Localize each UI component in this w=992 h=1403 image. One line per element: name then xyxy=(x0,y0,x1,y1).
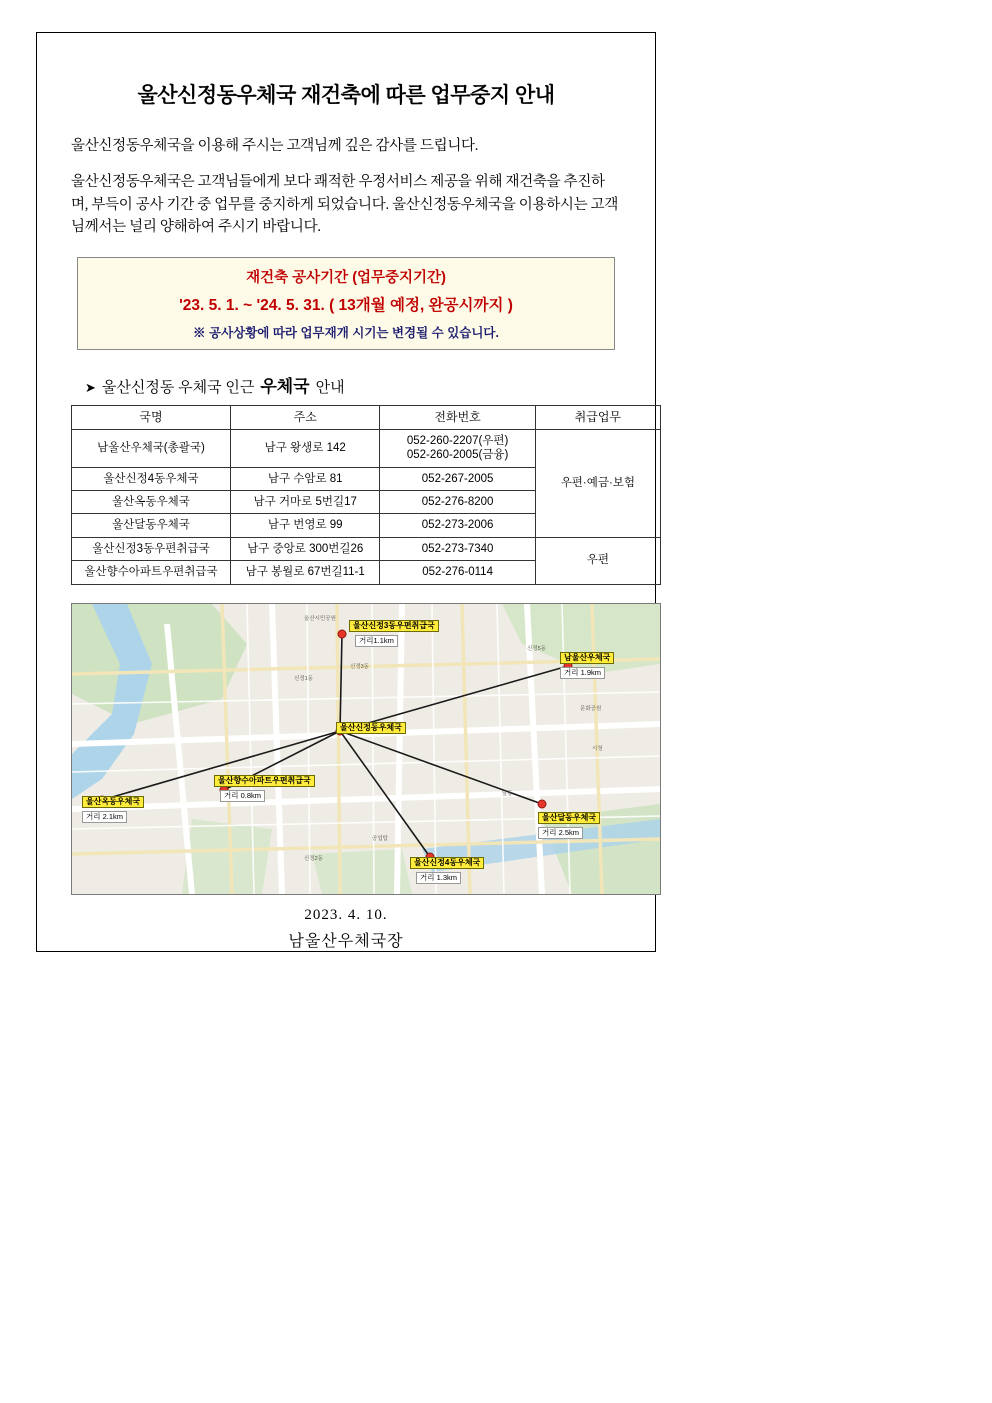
map-poi-label: 문화공원 xyxy=(580,705,602,712)
cell-office-name: 울산향수아파트우편취급국 xyxy=(72,561,231,584)
period-dates: '23. 5. 1. ~ '24. 5. 31. ( 13개월 예정, 완공시까지 ) xyxy=(179,296,513,314)
map-label-sinjeong4: 울산신정4동우체국 xyxy=(410,857,484,870)
cell-service: 우편 xyxy=(535,537,660,584)
telephone-line: 052-260-2005(금융) xyxy=(406,449,509,462)
heading-prefix: 울산신정동 우체국 인근 xyxy=(101,379,255,396)
notice-document xyxy=(36,32,656,952)
cell-telephone xyxy=(380,561,535,584)
cell-office-name: 울산신정3동우편취급국 xyxy=(72,537,231,560)
column-header-address: 주소 xyxy=(230,405,380,429)
cell-address: 남구 봉월로 67번길11-1 xyxy=(230,561,380,584)
column-header-tel: 전화번호 xyxy=(380,405,535,429)
cell-telephone xyxy=(380,491,535,514)
cell-address: 남구 중앙로 300번길26 xyxy=(230,537,380,560)
map-poi-label: 신정1동 xyxy=(294,675,313,682)
map-label-okdong: 울산옥동우체국 xyxy=(82,796,144,809)
table-body xyxy=(72,429,661,584)
map-poi-label: 신정5동 xyxy=(527,645,546,652)
cell-telephone xyxy=(380,467,535,490)
table-row xyxy=(72,429,661,467)
cell-telephone xyxy=(380,537,535,560)
map-distance-sinjeong4: 거리 1.3km xyxy=(416,872,461,884)
telephone-line: 052-267-2005 xyxy=(421,472,494,485)
map-distance-okdong: 거리 2.1km xyxy=(82,811,127,823)
map-distance-namulsan: 거리 1.9km xyxy=(560,667,605,679)
column-header-name: 국명 xyxy=(72,405,231,429)
heading-suffix: 안내 xyxy=(315,379,345,396)
construction-period-box xyxy=(77,257,615,350)
map-marker-sinjeong3 xyxy=(338,629,347,638)
telephone-line: 052-276-0114 xyxy=(422,566,493,579)
cell-telephone xyxy=(380,429,535,467)
intro-paragraph: 울산신정동우체국을 이용해 주시는 고객님께 깊은 감사를 드립니다. xyxy=(71,138,479,154)
map-poi-label: 신정3동 xyxy=(350,663,369,670)
table-row xyxy=(72,537,661,560)
cell-service: 우편·예금·보험 xyxy=(535,429,660,537)
period-footnote: ※ 공사상황에 따라 업무재개 시기는 변경될 수 있습니다. xyxy=(193,325,499,340)
nearby-offices-table xyxy=(71,405,661,585)
map-distance-hyangsu: 거리 0.8km xyxy=(220,790,265,802)
map-label-sinjeong3: 울산신정3동우편취급국 xyxy=(349,620,439,633)
issue-date: 2023. 4. 10. xyxy=(304,906,388,923)
telephone-line: 052-276-8200 xyxy=(421,496,494,508)
cell-office-name: 울산달동우체국 xyxy=(72,514,231,537)
body-paragraph: 울산신정동우체국은 고객님들에게 보다 쾌적한 우정서비스 제공을 위해 재건축을 추진하며, 부득이 공사 기간 중 업무를 중지하게 되었습니다. 울산신정동우체국을 이용하시는 고객님께서는 널리 양해하여 주시기 바랍니다. xyxy=(71,174,619,236)
cell-office-name: 울산옥동우체국 xyxy=(72,491,231,514)
telephone-line: 052-273-7340 xyxy=(421,542,494,555)
period-heading: 재건축 공사기간 (업무중지기간) xyxy=(246,269,446,286)
map-label-hyangsu: 울산향수아파트우편취급국 xyxy=(214,775,315,788)
location-map xyxy=(71,603,661,895)
cell-telephone xyxy=(380,514,535,537)
map-poi-label: 공업탑 xyxy=(372,835,388,842)
map-poi-label: 울산시민공원 xyxy=(304,615,336,622)
cell-address: 남구 거마로 5번길17 xyxy=(230,491,380,514)
cell-office-name: 울산신정4동우체국 xyxy=(72,467,231,490)
map-poi-label: 신정2동 xyxy=(304,855,323,862)
page-title: 울산신정동우체국 재건축에 따른 업무중지 안내 xyxy=(137,84,555,107)
map-distance-daldong: 거리 2.5km xyxy=(538,827,583,839)
map-distance-sinjeong3: 거리1.1km xyxy=(355,635,398,647)
map-label-namulsan: 남울산우체국 xyxy=(560,652,614,665)
telephone-line: 052-260-2207(우편) xyxy=(406,434,509,447)
nearby-offices-heading xyxy=(85,372,621,397)
map-marker-daldong xyxy=(538,799,547,808)
map-poi-label: 시청 xyxy=(592,745,603,752)
heading-emphasis: 우체국 xyxy=(260,376,310,396)
map-label-sinjeongdong: 울산신정동우체국 xyxy=(336,722,406,735)
telephone-line: 052-273-2006 xyxy=(421,519,494,532)
cell-address: 남구 왕생로 142 xyxy=(230,429,380,467)
cell-address: 남구 번영로 99 xyxy=(230,514,380,537)
cell-office-name: 남울산우체국(총괄국) xyxy=(72,429,231,467)
cell-address: 남구 수암로 81 xyxy=(230,467,380,490)
column-header-service: 취급업무 xyxy=(535,405,660,429)
table-header-row xyxy=(72,405,661,429)
map-base-graphic xyxy=(72,604,660,894)
signer-name: 남울산우체국장 xyxy=(288,932,404,950)
map-label-daldong: 울산달동우체국 xyxy=(538,812,600,825)
arrow-right-icon: ➤ xyxy=(85,379,96,395)
map-poi-label: 달동 xyxy=(502,790,513,797)
